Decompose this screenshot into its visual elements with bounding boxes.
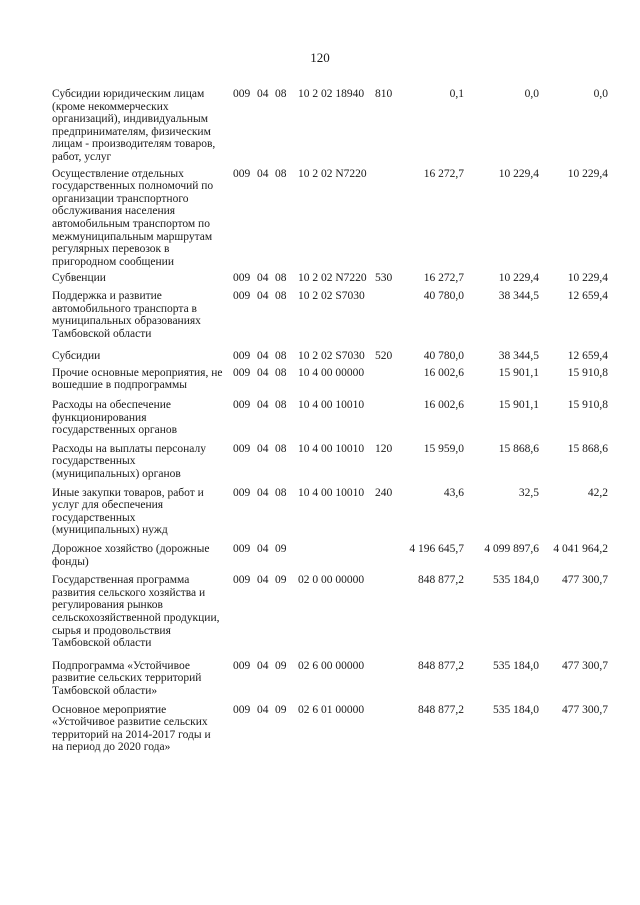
- row-value-3: 12 659,4: [567, 350, 608, 363]
- row-rz: 04: [257, 289, 269, 302]
- table-row: [52, 574, 612, 650]
- row-value-1: 16 002,6: [423, 399, 464, 412]
- table-row: [52, 290, 612, 340]
- row-csr: 02 0 00 00000: [298, 574, 365, 587]
- row-value-3: 4 041 964,2: [553, 543, 608, 555]
- row-value-3: 15 910,8: [567, 366, 608, 379]
- budget-table: [52, 88, 612, 754]
- row-ved: 009: [233, 289, 251, 302]
- row-value-1: 15 959,0: [423, 442, 464, 455]
- row-name: Основное мероприятие «Устойчивое развитие сельских территорий на 2014-2017 годы и на период до 2020 года»: [52, 703, 211, 754]
- row-value-3: 477 300,7: [562, 574, 608, 587]
- row-pr: 08: [275, 272, 287, 285]
- row-rz: 04: [257, 399, 269, 412]
- row-ved: 009: [233, 88, 251, 100]
- row-ved: 009: [233, 167, 251, 180]
- row-pr: 09: [275, 659, 287, 672]
- row-ved: 009: [233, 659, 251, 672]
- table-row: [52, 350, 612, 363]
- row-value-1: 16 002,6: [423, 366, 464, 379]
- row-csr: 10 4 00 10010: [298, 486, 365, 499]
- row-ved: 009: [233, 399, 251, 412]
- row-csr: 02 6 01 00000: [298, 703, 365, 716]
- row-value-2: 15 901,1: [498, 366, 539, 379]
- row-rz: 04: [257, 486, 269, 499]
- table-row: [52, 443, 612, 481]
- row-rz: 04: [257, 350, 269, 363]
- row-value-3: 15 868,6: [567, 442, 608, 455]
- row-csr: 10 2 02 S7030: [298, 289, 365, 302]
- table-row: [52, 399, 612, 437]
- row-pr: 08: [275, 442, 287, 455]
- row-vr: 520: [375, 350, 393, 363]
- row-pr: 09: [275, 703, 287, 716]
- row-rz: 04: [257, 703, 269, 716]
- row-value-3: 0,0: [593, 88, 608, 100]
- row-value-2: 15 868,6: [498, 442, 539, 455]
- row-csr: 10 2 02 S7030: [298, 350, 365, 363]
- row-ved: 009: [233, 442, 251, 455]
- row-name: Прочие основные мероприятия, не вошедшие в подпрограммы: [52, 366, 223, 392]
- table-row: [52, 367, 612, 392]
- row-value-2: 535 184,0: [493, 703, 539, 716]
- row-value-2: 4 099 897,6: [484, 543, 539, 555]
- table-row: [52, 543, 612, 568]
- page-number: 120: [310, 50, 330, 65]
- row-value-3: 10 229,4: [567, 167, 608, 180]
- row-value-2: 10 229,4: [498, 272, 539, 285]
- row-value-1: 43,6: [443, 486, 464, 499]
- row-value-1: 0,1: [449, 88, 464, 100]
- row-name: Расходы на обеспечение функционирования государственных органов: [52, 399, 178, 437]
- row-value-2: 15 901,1: [498, 399, 539, 412]
- row-value-1: 16 272,7: [423, 167, 464, 180]
- row-value-2: 0,0: [524, 88, 539, 100]
- row-vr: 530: [375, 272, 393, 285]
- row-ved: 009: [233, 486, 251, 499]
- row-pr: 08: [275, 486, 287, 499]
- row-csr: 10 4 00 10010: [298, 442, 365, 455]
- row-value-2: 38 344,5: [498, 350, 539, 363]
- table-row: [52, 660, 612, 698]
- row-pr: 08: [275, 350, 287, 363]
- row-value-3: 12 659,4: [567, 289, 608, 302]
- row-ved: 009: [233, 703, 251, 716]
- row-rz: 04: [257, 167, 269, 180]
- row-name: Осуществление отдельных государственных полномочий по организации транспортного обслуживания населения автомобильным транспортом по межмуниципальным маршрутам регулярных перевозок в пригородном сообщении: [52, 167, 214, 268]
- row-value-3: 42,2: [587, 486, 608, 499]
- row-name: Подпрограмма «Устойчивое развитие сельских территорий Тамбовской области»: [52, 659, 202, 697]
- row-ved: 009: [233, 272, 251, 285]
- row-value-2: 10 229,4: [498, 167, 539, 180]
- row-vr: 120: [375, 442, 393, 455]
- row-value-1: 848 877,2: [418, 574, 464, 587]
- row-pr: 09: [275, 574, 287, 587]
- row-pr: 08: [275, 289, 287, 302]
- row-value-2: 535 184,0: [493, 659, 539, 672]
- row-csr: 02 6 00 00000: [298, 659, 365, 672]
- row-pr: 09: [275, 543, 287, 555]
- row-name: Субсидии: [52, 350, 101, 363]
- row-value-3: 15 910,8: [567, 399, 608, 412]
- row-rz: 04: [257, 272, 269, 285]
- row-pr: 08: [275, 88, 287, 100]
- row-name: Государственная программа развития сельского хозяйства и регулирования рынков сельскохозяйственной продукции, сырья и продовольствия Тамбовской области: [52, 574, 220, 650]
- row-name: Поддержка и развитие автомобильного транспорта в муниципальных образованиях Тамбовской области: [52, 289, 201, 340]
- row-rz: 04: [257, 88, 269, 100]
- row-rz: 04: [257, 574, 269, 587]
- table-row: [52, 168, 612, 269]
- row-pr: 08: [275, 167, 287, 180]
- row-rz: 04: [257, 543, 269, 555]
- row-name: Иные закупки товаров, работ и услуг для обеспечения государственных (муниципальных) нужд: [52, 486, 204, 537]
- row-value-1: 40 780,0: [423, 350, 464, 363]
- table-row: [52, 704, 612, 754]
- row-vr: 810: [375, 88, 393, 100]
- row-value-2: 535 184,0: [493, 574, 539, 587]
- row-csr: 10 2 02 18940: [298, 88, 365, 100]
- row-ved: 009: [233, 366, 251, 379]
- row-value-1: 848 877,2: [418, 659, 464, 672]
- row-rz: 04: [257, 659, 269, 672]
- row-name: Субсидии юридическим лицам (кроме некоммерческих организаций), индивидуальным предпринимателям, физическим лицам - производителям товаров, работ, услуг: [52, 88, 216, 163]
- row-name: Субвенции: [52, 272, 106, 285]
- row-csr: 10 4 00 00000: [298, 366, 365, 379]
- row-csr: 10 4 00 10010: [298, 399, 365, 412]
- row-value-1: 40 780,0: [423, 289, 464, 302]
- row-ved: 009: [233, 350, 251, 363]
- table-row: [52, 88, 612, 164]
- row-rz: 04: [257, 442, 269, 455]
- row-value-1: 4 196 645,7: [409, 543, 464, 555]
- row-ved: 009: [233, 574, 251, 587]
- row-value-3: 477 300,7: [562, 703, 608, 716]
- row-value-2: 38 344,5: [498, 289, 539, 302]
- row-ved: 009: [233, 543, 251, 555]
- row-vr: 240: [375, 486, 393, 499]
- row-value-3: 477 300,7: [562, 659, 608, 672]
- row-value-1: 848 877,2: [418, 703, 464, 716]
- table-row: [52, 272, 612, 285]
- row-name: Дорожное хозяйство (дорожные фонды): [52, 543, 210, 568]
- row-pr: 08: [275, 366, 287, 379]
- row-value-1: 16 272,7: [423, 272, 464, 285]
- row-rz: 04: [257, 366, 269, 379]
- row-csr: 10 2 02 N7220: [298, 167, 367, 180]
- row-csr: 10 2 02 N7220: [298, 272, 367, 285]
- row-name: Расходы на выплаты персоналу государственных (муниципальных) органов: [52, 442, 206, 481]
- row-pr: 08: [275, 399, 287, 412]
- row-value-3: 10 229,4: [567, 272, 608, 285]
- row-value-2: 32,5: [518, 486, 539, 499]
- table-row: [52, 487, 612, 537]
